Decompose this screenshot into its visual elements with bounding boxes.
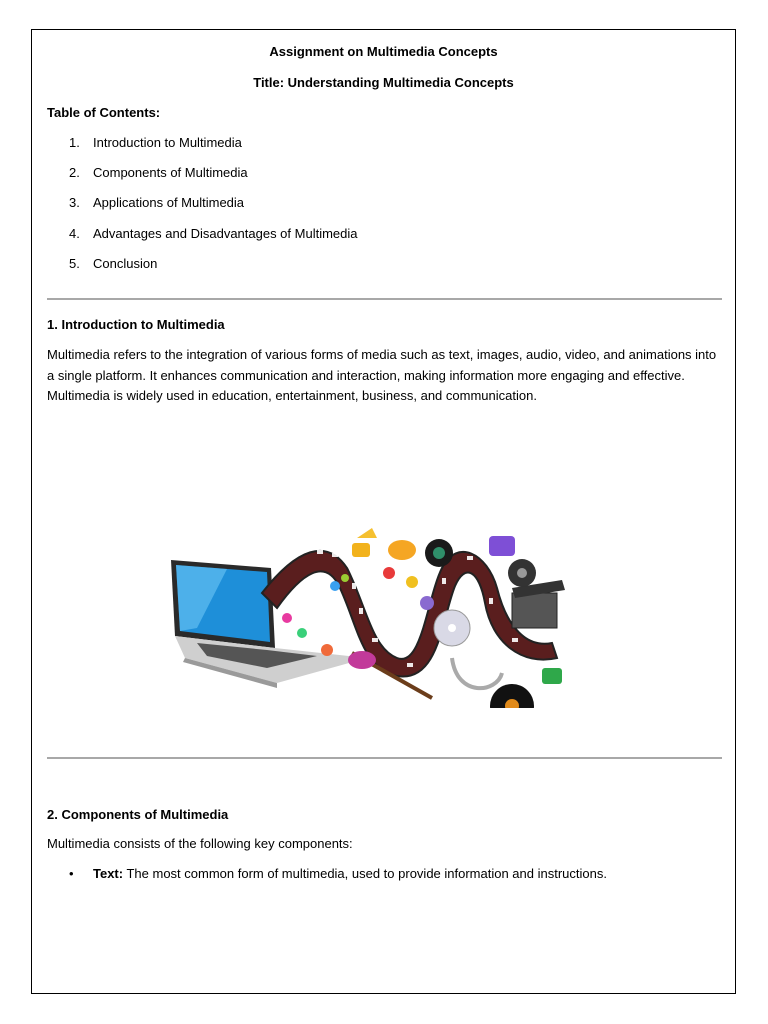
mouse-icon xyxy=(388,540,416,560)
clapperboard-icon xyxy=(512,580,565,628)
section-divider xyxy=(47,757,722,759)
section2-heading: 2. Components of Multimedia xyxy=(47,807,229,822)
toc-label: Conclusion xyxy=(93,256,158,271)
toc-number: 2. xyxy=(69,165,80,180)
section-divider xyxy=(47,298,722,300)
bullet-term: Text: xyxy=(93,866,124,881)
folder-icon xyxy=(352,543,370,557)
toc-number: 3. xyxy=(69,195,80,210)
section1-paragraph: Multimedia refers to the integration of various forms of media such as text, images, audio, video, and animations into a single platform. It enhances communication and interaction, making information more engaging and effective. Multimedia is widely used in education, entertainment, business, and communication. xyxy=(47,347,717,403)
media-icon xyxy=(489,536,515,556)
music-icon xyxy=(542,668,562,684)
toc-number: 1. xyxy=(69,135,80,150)
toc-label: Applications of Multimedia xyxy=(93,195,245,210)
assignment-heading: Assignment on Multimedia Concepts xyxy=(269,44,498,59)
toc-label: Introduction to Multimedia xyxy=(93,135,242,150)
document-page xyxy=(31,29,736,994)
toc-number: 5. xyxy=(69,256,80,271)
toc-label: Advantages and Disadvantages of Multimedia xyxy=(93,226,358,241)
bullet-description: The most common form of multimedia, used to provide information and instructions. xyxy=(123,866,607,881)
section1-heading: 1. Introduction to Multimedia xyxy=(47,317,225,332)
headphones-icon xyxy=(452,658,502,688)
toc-label: Components of Multimedia xyxy=(93,165,248,180)
toc-number: 4. xyxy=(69,226,80,241)
bullet-icon: • xyxy=(69,866,74,881)
multimedia-illustration xyxy=(167,508,567,708)
toc-heading: Table of Contents: xyxy=(47,105,161,120)
bullet-text xyxy=(93,866,607,882)
section2-intro: Multimedia consists of the following key components: xyxy=(47,836,353,851)
document-title: Title: Understanding Multimedia Concepts xyxy=(253,75,514,90)
